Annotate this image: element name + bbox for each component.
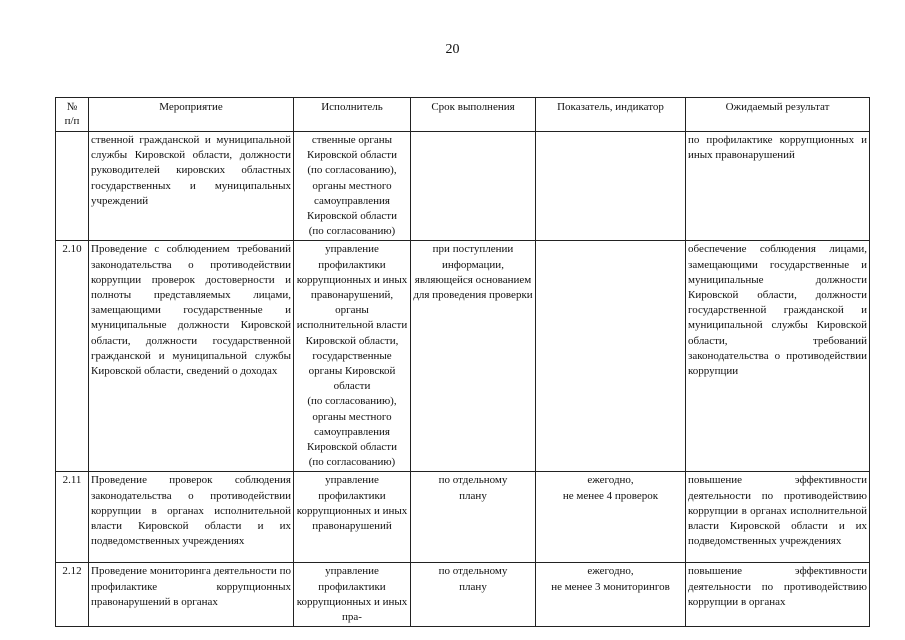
cell-result: повышение эффективности деятельности по противодействию коррупции в органах исполнительной власти Кировской области и их подведомственных учреждениях [686, 472, 870, 563]
cell-event: Проведение с соблюдением требований законодательства о противодействии коррупции проверок достоверности и полноты представляемых лицами, замещающими государственные и муниципальные должности Кировской области, должности государственной гражданской и муниципальной службы Кировской области, сведений о доходах [89, 241, 294, 472]
table-row [56, 472, 870, 563]
cell-result: повышение эффективности деятельности по противодействию коррупции в органах [686, 563, 870, 627]
header-num: № п/п [56, 98, 89, 132]
table-row [56, 241, 870, 472]
cell-event: ственной гражданской и муниципальной службы Кировской области, должности руководителей кировских областных государственных и муниципальных учреждений [89, 132, 294, 241]
table-header-row [56, 98, 870, 132]
cell-deadline: по отдельному плану [411, 472, 536, 563]
cell-deadline: по отдельному плану [411, 563, 536, 627]
cell-indicator: ежегодно, не менее 4 проверок [536, 472, 686, 563]
cell-event: Проведение проверок соблюдения законодательства о противодействии коррупции в органах исполнительной власти Кировской области и их подведомственных учреждениях [89, 472, 294, 563]
measures-table [55, 97, 870, 627]
cell-executor: управление профилактики коррупционных и иных пра- [294, 563, 411, 627]
cell-indicator [536, 132, 686, 241]
cell-executor: управление профилактики коррупционных и иных правонарушений, органы исполнительной власти Кировской области, государственные органы Кировской области (по согласованию), органы местного самоуправления Кировской области (по согласованию) [294, 241, 411, 472]
cell-executor: управление профилактики коррупционных и иных правонарушений [294, 472, 411, 563]
header-executor: Исполнитель [294, 98, 411, 132]
cell-deadline: при поступлении информации, являющейся основанием для проведения проверки [411, 241, 536, 472]
cell-executor: ственные органы Кировской области (по согласованию), органы местного самоуправления Кировской области (по согласованию) [294, 132, 411, 241]
page-number: 20 [445, 42, 460, 57]
table-row [56, 132, 870, 241]
cell-result: обеспечение соблюдения лицами, замещающими государственные и муниципальные должности Кировской области, должности государственной гражданской и муниципальной службы Кировской области, требований законодательства о противодействии коррупции [686, 241, 870, 472]
table-row [56, 563, 870, 627]
header-result: Ожидаемый результат [686, 98, 870, 132]
header-indicator: Показатель, индикатор [536, 98, 686, 132]
header-deadline: Срок выполнения [411, 98, 536, 132]
cell-event: Проведение мониторинга деятельности по профилактике коррупционных правонарушений в органах [89, 563, 294, 627]
cell-indicator [536, 241, 686, 472]
cell-num [56, 132, 89, 241]
cell-result: по профилактике коррупционных и иных правонарушений [686, 132, 870, 241]
cell-deadline [411, 132, 536, 241]
cell-indicator: ежегодно, не менее 3 мониторингов [536, 563, 686, 627]
cell-num: 2.12 [56, 563, 89, 627]
cell-num: 2.10 [56, 241, 89, 472]
cell-num: 2.11 [56, 472, 89, 563]
header-event: Мероприятие [89, 98, 294, 132]
